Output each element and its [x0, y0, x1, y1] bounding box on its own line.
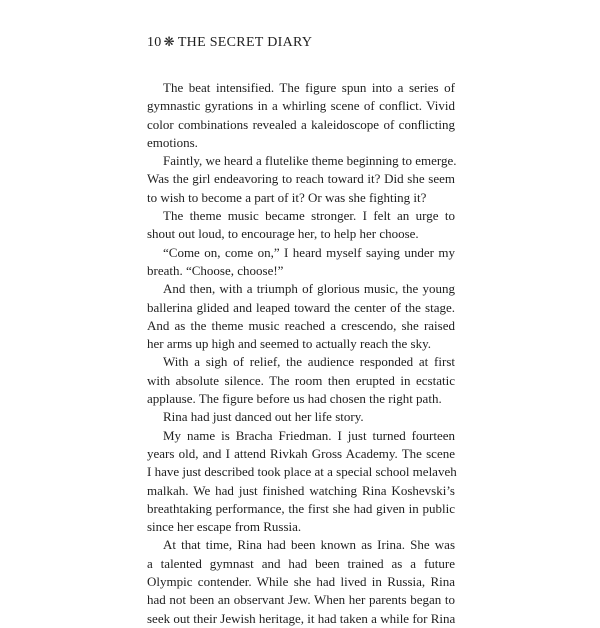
text-line: with absolute silence. The room then erupted in ecstatic: [147, 372, 455, 388]
text-line: My name is Bracha Friedman. I just turned fourteen: [163, 427, 455, 443]
text-line: And as the theme music reached a crescendo, she raised: [147, 317, 455, 333]
text-line: seek out their Jewish heritage, it had taken a while for Rina: [147, 610, 456, 626]
text-line: malkah. We had just finished watching Rina Koshevski’s: [147, 482, 455, 498]
text-line: emotions.: [147, 134, 198, 150]
text-line: “Come on, come on,” I heard myself saying under my: [163, 244, 455, 260]
text-line: Was the girl endeavoring to reach toward it? Did she seem: [147, 171, 455, 187]
text-line: since her escape from Russia.: [147, 519, 302, 535]
text-line: I have just described took place at a special school melaveh: [147, 464, 457, 480]
text-line: a talented gymnast and had been trained as a future: [147, 555, 455, 571]
text-line: Faintly, we heard a flutelike theme beginning to emerge.: [163, 153, 457, 169]
text-line: shout out loud, to encourage her, to help her choose.: [147, 226, 419, 242]
text-line: applause. The figure before us had chosen the right path.: [147, 391, 442, 407]
ornament-icon: ❋: [163, 34, 175, 49]
text-line: years old, and I attend Rivkah Gross Academy. The scene: [147, 445, 455, 461]
page-number: 10: [147, 35, 162, 50]
running-head: [147, 35, 312, 51]
text-line: Rina had just danced out her life story.: [163, 409, 364, 425]
book-title: THE SECRET DIARY: [177, 35, 313, 50]
text-line: her arms up high and seemed to actually reach the sky.: [147, 336, 431, 352]
text-line: The theme music became stronger. I felt an urge to: [163, 208, 455, 224]
body-text: [147, 79, 455, 628]
text-line: ballerina glided and leaped toward the center of the stage.: [147, 299, 455, 315]
text-line: With a sigh of relief, the audience responded at first: [163, 354, 455, 370]
text-line: Olympic contender. While she had lived in Russia, Rina: [147, 574, 455, 590]
text-line: breath. “Choose, choose!”: [147, 262, 284, 278]
text-line: gymnastic gyrations in a whirling scene of conflict. Vivid: [147, 98, 455, 114]
text-line: color combinations revealed a kaleidoscope of conflicting: [147, 116, 455, 132]
text-line: At that time, Rina had been known as Irina. She was: [163, 537, 455, 553]
text-line: to wish to become a part of it? Or was she fighting it?: [147, 189, 427, 205]
text-line: had not been an observant Jew. When her parents began to: [147, 592, 455, 608]
text-line: breathtaking performance, the first she had given in public: [147, 500, 455, 516]
text-line: And then, with a triumph of glorious music, the young: [163, 281, 455, 297]
text-line: The beat intensified. The figure spun into a series of: [163, 80, 455, 95]
